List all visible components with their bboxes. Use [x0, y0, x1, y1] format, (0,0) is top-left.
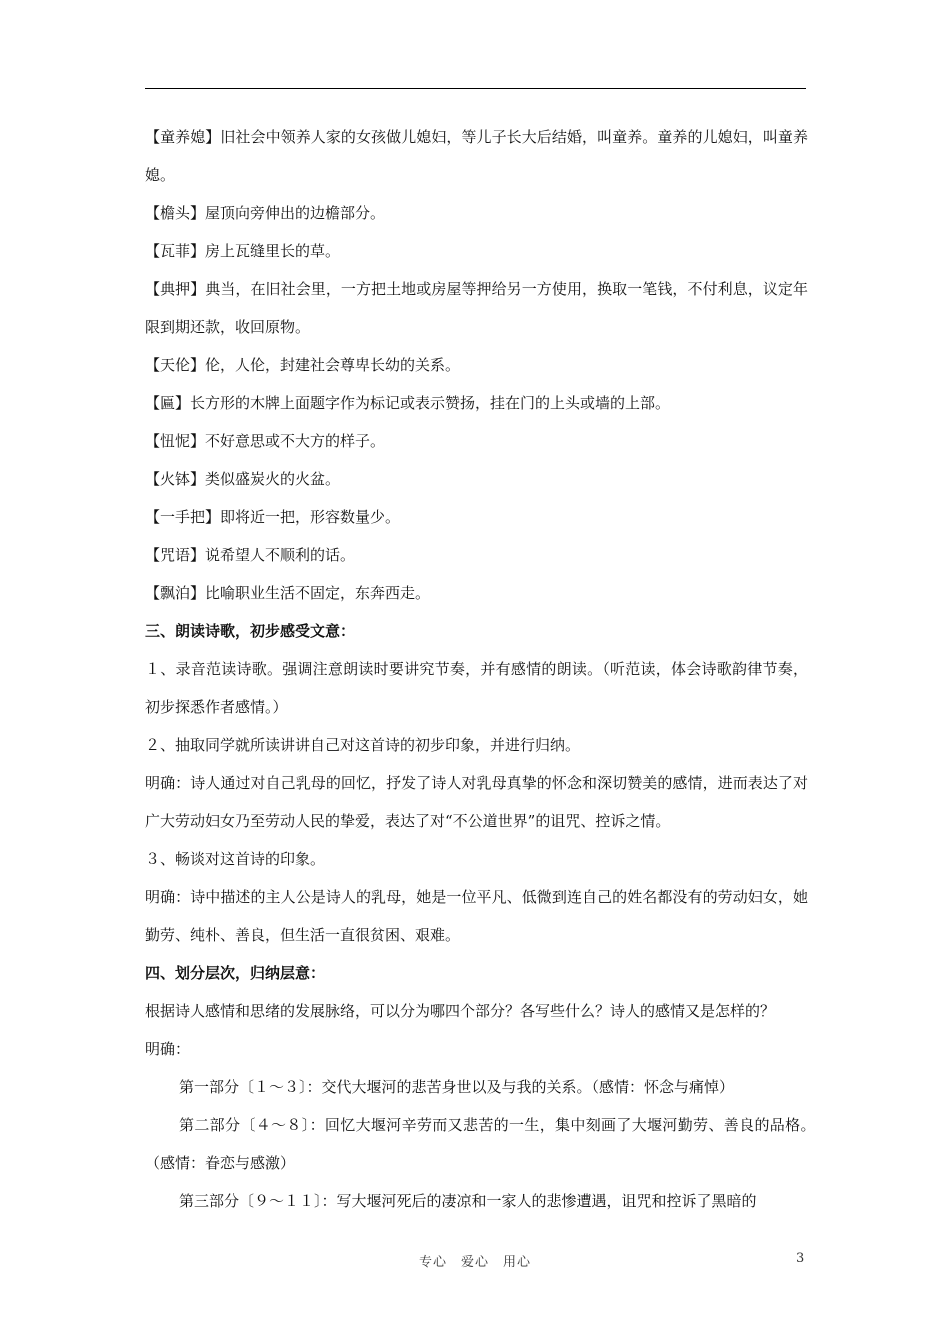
glossary-term: 【瓦菲】	[145, 242, 206, 260]
glossary-term: 【一手把】	[145, 508, 221, 526]
glossary-entry	[145, 498, 808, 536]
glossary-entry	[145, 422, 808, 460]
paragraph: 第一部分〔１～３〕：交代大堰河的悲苦身世以及与我的关系。（感情：怀念与痛悼）	[179, 1078, 735, 1096]
glossary-entry	[145, 384, 808, 422]
glossary-definition: 旧社会中领养人家的女孩做儿媳妇，等儿子长大后结婚，叫童养。童养的儿媳妇，叫童养媳。	[145, 128, 808, 184]
glossary-entry	[145, 232, 808, 270]
glossary-entry	[145, 460, 808, 498]
glossary-definition: 类似盛炭火的火盆。	[205, 470, 341, 488]
glossary-term: 【典押】	[145, 280, 206, 298]
paragraph: 第二部分〔４～８〕：回忆大堰河辛劳而又悲苦的一生，集中刻画了大堰河勤劳、善良的品格。 （感情：眷恋与感激）	[145, 1116, 824, 1172]
glossary-definition: 不好意思或不大方的样子。	[205, 432, 386, 450]
glossary-definition: 屋顶向旁伸出的边檐部分。	[205, 204, 386, 222]
glossary-entry	[145, 346, 808, 384]
header-rule	[145, 88, 806, 89]
glossary-definition: 即将近一把，形容数量少。	[220, 508, 401, 526]
section-heading: 三、朗读诗歌，初步感受文意：	[145, 622, 356, 640]
glossary-term: 【匾】	[145, 394, 191, 412]
glossary-definition: 典当，在旧社会里，一方把土地或房屋等押给另一方使用，换取一笔钱，不付利息，议定年限到期还款，收回原物。	[145, 280, 808, 336]
glossary-definition: 伦，人伦，封建社会尊卑长幼的关系。	[205, 356, 461, 374]
section-heading: 四、划分层次，归纳层意：	[145, 964, 326, 982]
glossary-entry	[145, 574, 808, 612]
page-number: 3	[796, 1251, 805, 1266]
glossary-entry	[145, 118, 808, 194]
glossary-term: 【檐头】	[145, 204, 206, 222]
paragraph: ２、抽取同学就所读讲讲自己对这首诗的初步印象，并进行归纳。	[145, 736, 581, 754]
glossary-entry	[145, 536, 808, 574]
paragraph: 明确：诗人通过对自己乳母的回忆，抒发了诗人对乳母真挚的怀念和深切赞美的感情，进而表达了对广大劳动妇女乃至劳动人民的挚爱，表达了对“不公道世界”的诅咒、控诉之情。	[145, 774, 808, 830]
glossary-term: 【忸怩】	[145, 432, 206, 450]
glossary-term: 【童养媳】	[145, 128, 221, 146]
paragraph: 明确：	[145, 1040, 191, 1058]
page-content	[145, 118, 824, 1220]
paragraph: 明确：诗中描述的主人公是诗人的乳母，她是一位平凡、低微到连自己的姓名都没有的劳动妇女，她勤劳、纯朴、善良，但生活一直很贫困、艰难。	[145, 888, 808, 944]
glossary-entry	[145, 270, 808, 346]
glossary-term: 【火钵】	[145, 470, 206, 488]
paragraph: ３、畅谈对这首诗的印象。	[145, 850, 326, 868]
paragraph: １、录音范读诗歌。强调注意朗读时要讲究节奏，并有感情的朗读。（听范读，体会诗歌韵律节奏，初步探悉作者感情。）	[145, 660, 808, 716]
glossary-term: 【天伦】	[145, 356, 206, 374]
footer-motto: 专心 爱心 用心	[418, 1255, 531, 1270]
glossary-term: 【飘泊】	[145, 584, 206, 602]
glossary-entry	[145, 194, 808, 232]
glossary-definition: 比喻职业生活不固定，东奔西走。	[205, 584, 431, 602]
glossary-definition: 长方形的木牌上面题字作为标记或表示赞扬，挂在门的上头或墙的上部。	[190, 394, 671, 412]
paragraph: 根据诗人感情和思绪的发展脉络，可以分为哪四个部分？各写些什么？诗人的感情又是怎样的？	[145, 1002, 776, 1020]
paragraph: 第三部分〔９～１１〕：写大堰河死后的凄凉和一家人的悲惨遭遇，诅咒和控诉了黑暗的	[179, 1192, 757, 1210]
glossary-term: 【咒语】	[145, 546, 206, 564]
glossary-definition: 房上瓦缝里长的草。	[205, 242, 341, 260]
glossary-definition: 说希望人不顺利的话。	[205, 546, 356, 564]
